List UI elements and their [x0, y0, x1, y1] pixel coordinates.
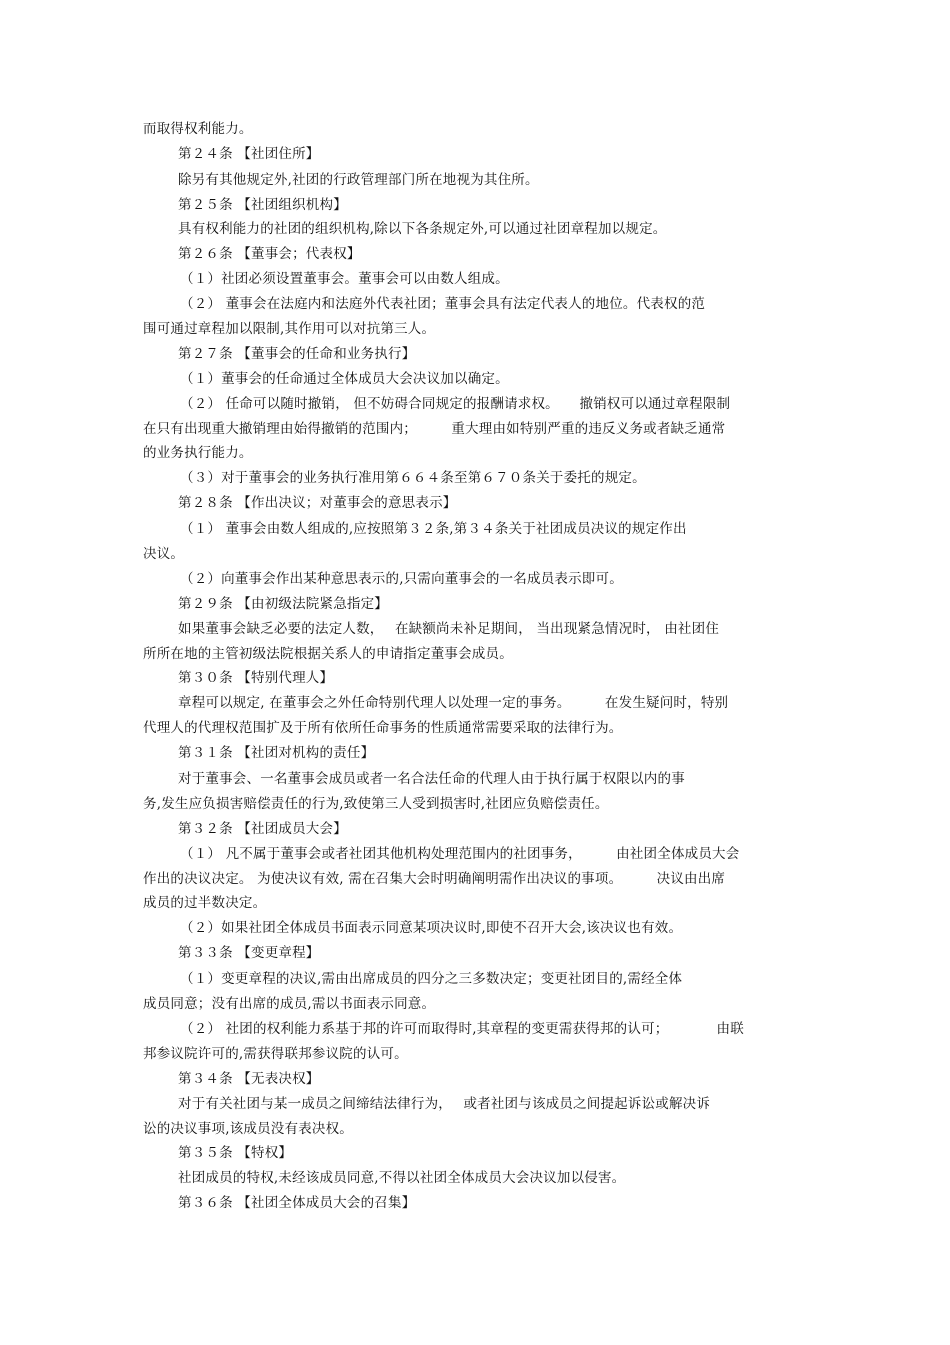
text-line: （２）向董事会作出某种意思表示的,只需向董事会的一名成员表示即可。	[180, 571, 623, 587]
text-line: 而取得权利能力。	[143, 121, 253, 137]
article-heading: 第２９条 【由初级法院紧急指定】	[178, 596, 388, 612]
text-line: （１） 凡不属于董事会或者社团其他机构处理范围内的社团事务， 由社团全体成员大会	[180, 846, 740, 862]
text-line: （１）社团必须设置董事会。董事会可以由数人组成。	[180, 271, 509, 287]
text-line: 务,发生应负损害赔偿责任的行为,致使第三人受到损害时,社团应负赔偿责任。	[143, 796, 609, 812]
text-line: （１）董事会的任命通过全体成员大会决议加以确定。	[180, 371, 509, 387]
text-line: 的业务执行能力。	[143, 445, 253, 461]
article-heading: 第３６条 【社团全体成员大会的召集】	[178, 1195, 416, 1211]
text-line: 具有权利能力的社团的组织机构,除以下各条规定外,可以通过社团章程加以规定。	[178, 221, 667, 237]
text-line: （２）如果社团全体成员书面表示同意某项决议时,即使不召开大会,该决议也有效。	[180, 920, 683, 936]
text-line: 如果董事会缺乏必要的法定人数， 在缺额尚未补足期间， 当出现紧急情况时， 由社团住	[178, 621, 720, 637]
text-line: 讼的决议事项,该成员没有表决权。	[143, 1121, 353, 1137]
article-heading: 第３１条 【社团对机构的责任】	[178, 745, 375, 761]
article-heading: 第２５条 【社团组织机构】	[178, 197, 347, 213]
text-line: 成员同意；没有出席的成员,需以书面表示同意。	[143, 996, 436, 1012]
article-heading: 第３０条 【特别代理人】	[178, 670, 334, 686]
text-line: （２） 任命可以随时撤销， 但不妨碍合同规定的报酬请求权。 撤销权可以通过章程限制	[180, 396, 731, 412]
article-heading: 第２７条 【董事会的任命和业务执行】	[178, 346, 416, 362]
article-heading: 第２８条 【作出决议；对董事会的意思表示】	[178, 495, 457, 511]
text-line: 邦参议院许可的,需获得联邦参议院的认可。	[143, 1046, 408, 1062]
text-line: 章程可以规定, 在董事会之外任命特别代理人以处理一定的事务。 在发生疑问时，特别	[178, 695, 729, 711]
article-heading: 第３５条 【特权】	[178, 1145, 293, 1161]
text-line: （１） 董事会由数人组成的,应按照第３２条,第３４条关于社团成员决议的规定作出	[180, 521, 687, 537]
text-line: 对于董事会、一名董事会成员或者一名合法任命的代理人由于执行属于权限以内的事	[178, 771, 685, 787]
article-heading: 第３２条 【社团成员大会】	[178, 821, 347, 837]
text-line: 对于有关社团与某一成员之间缔结法律行为， 或者社团与该成员之间提起诉讼或解决诉	[178, 1096, 711, 1112]
text-line: 作出的决议决定。 为使决议有效, 需在召集大会时明确阐明需作出决议的事项。 决议由出席	[143, 871, 726, 887]
text-line: （１）变更章程的决议,需由出席成员的四分之三多数决定；变更社团目的,需经全体	[180, 971, 683, 987]
text-line: 在只有出现重大撤销理由始得撤销的范围内； 重大理由如特别严重的违反义务或者缺乏通常	[143, 421, 726, 437]
article-heading: 第３３条 【变更章程】	[178, 945, 320, 961]
text-line: （３）对于董事会的业务执行准用第６６４条至第６７０条关于委托的规定。	[180, 470, 646, 486]
text-line: 成员的过半数决定。	[143, 895, 267, 911]
text-line: 决议。	[143, 546, 185, 562]
article-heading: 第２６条 【董事会；代表权】	[178, 246, 361, 262]
text-line: （２） 社团的权利能力系基于邦的许可而取得时,其章程的变更需获得邦的认可； 由联	[180, 1021, 744, 1037]
text-line: 社团成员的特权,未经该成员同意,不得以社团全体成员大会决议加以侵害。	[178, 1170, 626, 1186]
article-heading: 第２４条 【社团住所】	[178, 146, 320, 162]
text-line: （２） 董事会在法庭内和法庭外代表社团；董事会具有法定代表人的地位。代表权的范	[180, 296, 706, 312]
text-line: 围可通过章程加以限制,其作用可以对抗第三人。	[143, 321, 436, 337]
text-line: 除另有其他规定外,社团的行政管理部门所在地视为其住所。	[178, 172, 539, 188]
text-line: 所所在地的主管初级法院根据关系人的申请指定董事会成员。	[143, 646, 513, 662]
article-heading: 第３４条 【无表决权】	[178, 1071, 320, 1087]
text-line: 代理人的代理权范围扩及于所有依所任命事务的性质通常需要采取的法律行为。	[143, 720, 623, 736]
